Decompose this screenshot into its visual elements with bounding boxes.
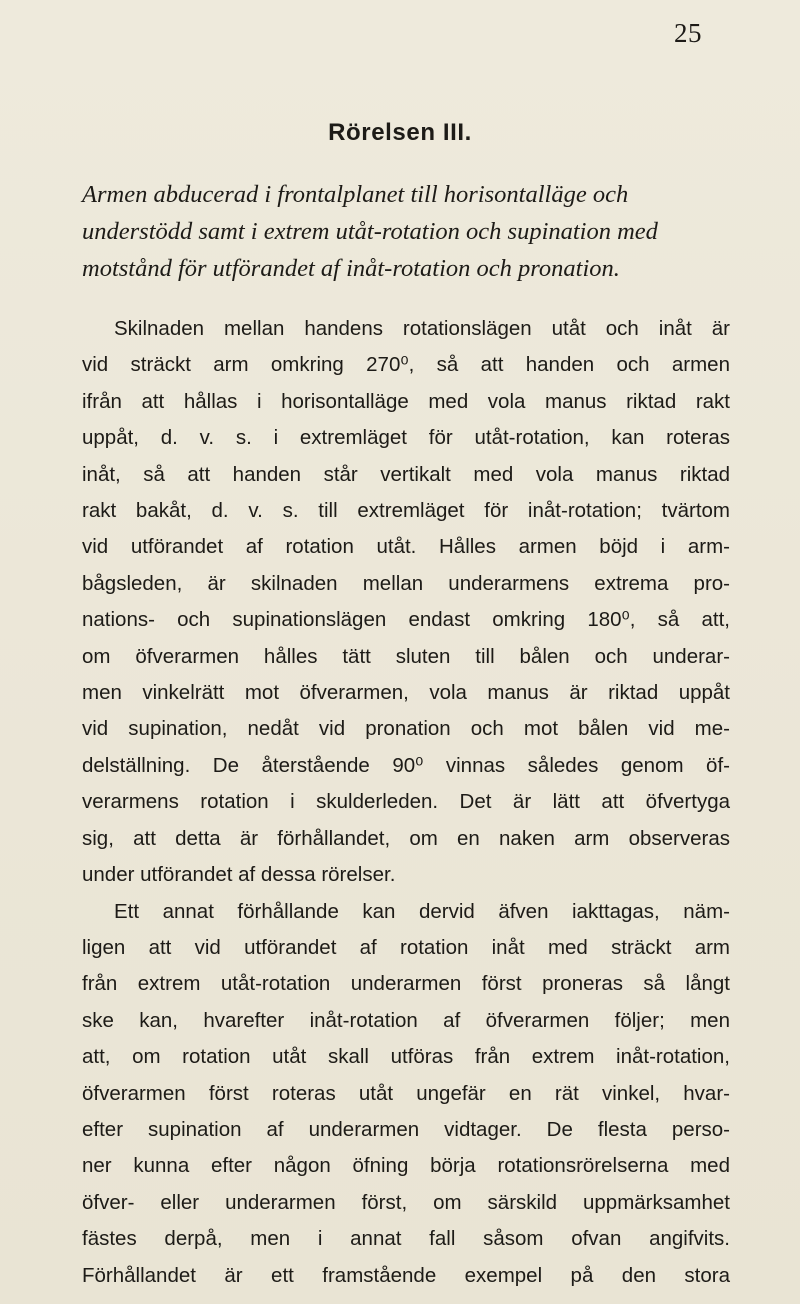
text-line: vid utförandet af rotation utåt. Hålles armen böjd i arm- [82,535,730,559]
text-line: ifrån att hållas i horisontalläge med vola manus riktad rakt [82,389,730,413]
text-line: ske kan, hvarefter inåt-rotation af öfverarmen följer; men [82,1008,730,1032]
text-line: Skilnaden mellan handens rotationslägen utåt och inåt är [114,317,730,340]
body-text [82,311,730,1294]
text-line: ligen att vid utförandet af rotation inåt med sträckt arm [82,935,730,959]
text-line: men vinkelrätt mot öfverarmen, vola manus är riktad uppåt [82,681,730,705]
text-line: nations- och supinationslägen endast omkring 180⁰, så att, [82,608,730,632]
text-line: att, om rotation utåt skall utföras från extrem inåt-rotation, [82,1045,730,1069]
section-heading: Rörelsen III. [328,119,472,146]
text-line: inåt, så att handen står vertikalt med vola manus riktad [82,462,730,486]
text-line: Ett annat förhållande kan dervid äfven iakttagas, näm- [114,899,730,923]
text-line: om öfverarmen hålles tätt sluten till bålen och underar- [82,644,730,668]
text-line: ner kunna efter någon öfning börja rotationsrörelserna med [82,1154,730,1178]
text-line: Förhållandet är ett framstående exempel på den stora [82,1263,730,1287]
text-line: verarmens rotation i skulderleden. Det är lätt att öfvertyga [82,790,730,814]
text-line: öfverarmen först roteras utåt ungefär en rät vinkel, hvar- [82,1081,730,1105]
text-line: efter supination af underarmen vidtager. De flesta perso- [82,1117,730,1141]
text-line: under utförandet af dessa rörelser. [82,863,396,887]
text-line: fästes derpå, men i annat fall såsom ofvan angifvits. [82,1227,730,1251]
section-subtitle: Armen abducerad i frontalplanet till horisontalläge och understödd samt i extrem utåt-rotation och supination med motstånd för utförandet af inåt-rotation och pronation. [82,181,658,282]
text-line: bågsleden, är skilnaden mellan underarmens extrema pro- [82,571,730,595]
text-line: från extrem utåt-rotation underarmen först proneras så långt [82,972,730,996]
text-line: vid supination, nedåt vid pronation och mot bålen vid me- [82,717,730,741]
paragraph-2 [82,894,730,1294]
text-line: sig, att detta är förhållandet, om en naken arm observeras [82,826,730,850]
text-line: delställning. De återstående 90⁰ vinnas således genom öf- [82,753,730,777]
page-number: 25 [674,18,702,48]
text-line: uppåt, d. v. s. i extremläget för utåt-rotation, kan roteras [82,426,730,450]
text-line: öfver- eller underarmen först, om särskild uppmärksamhet [82,1190,730,1214]
text-line: vid sträckt arm omkring 270⁰, så att handen och armen [82,353,730,377]
text-line: rakt bakåt, d. v. s. till extremläget för inåt-rotation; tvärtom [82,499,730,523]
paragraph-1 [82,311,730,894]
